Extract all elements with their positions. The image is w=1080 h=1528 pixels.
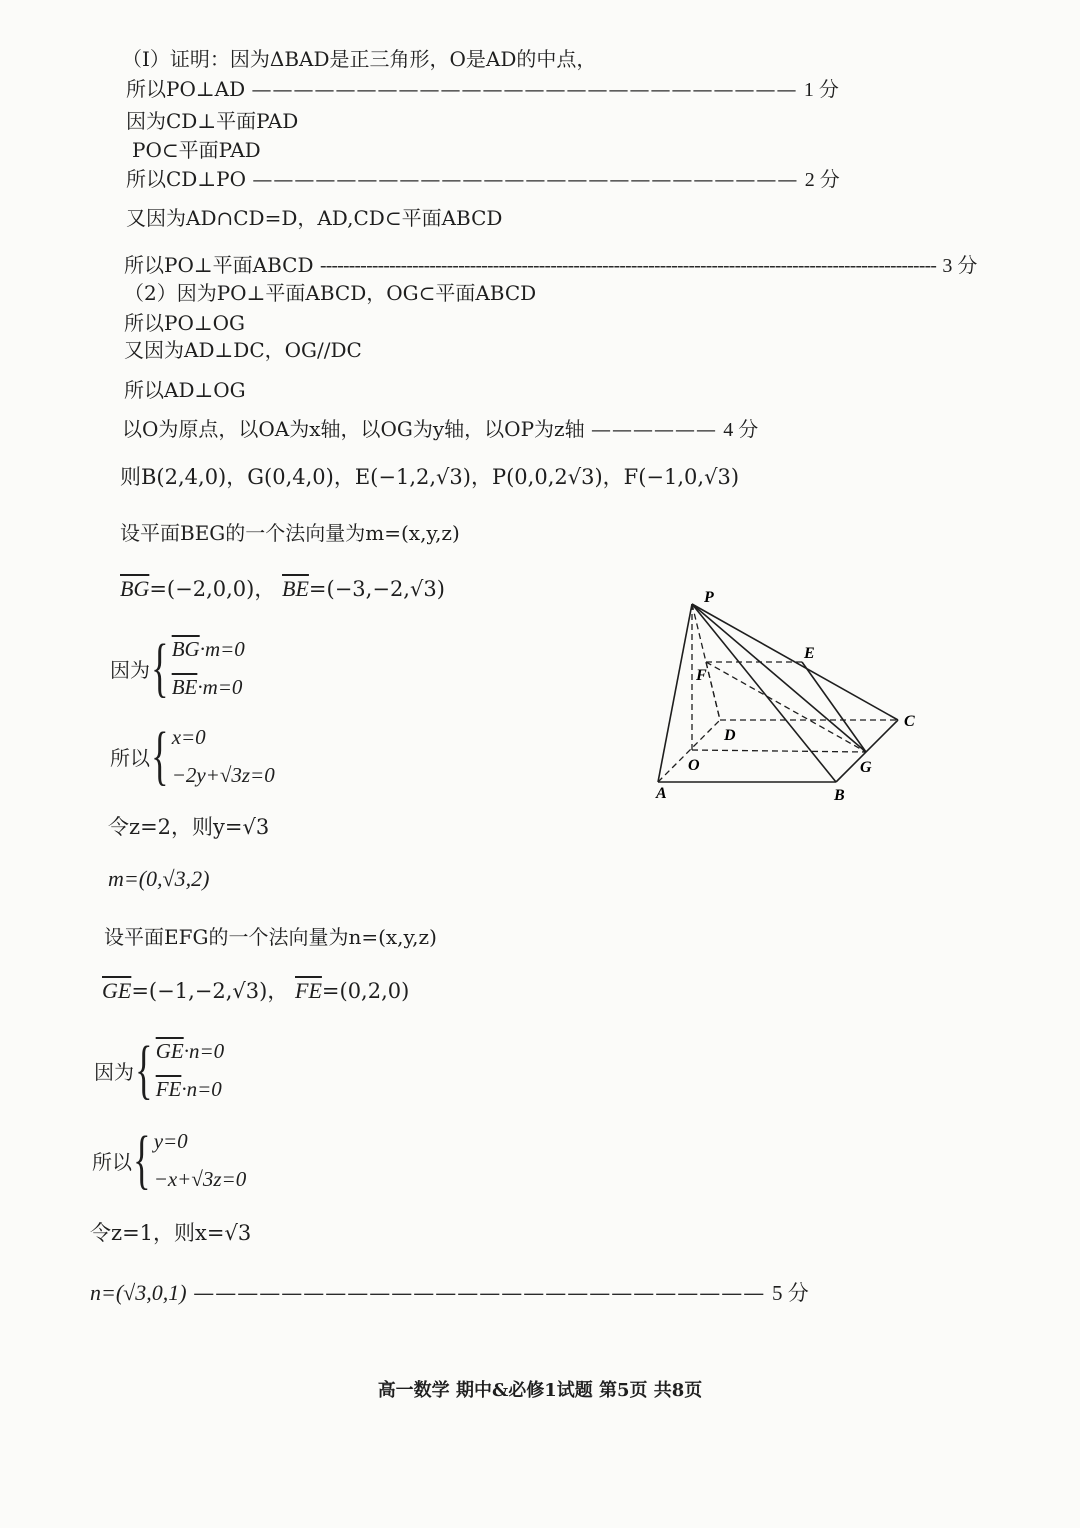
equation: −2y+√3z=0: [171, 763, 275, 787]
dash-leader: -----------------------------------------------------------------------------------------------------------: [319, 253, 936, 277]
step-5: 又因为AD∩CD=D，AD,CD⊂平面ABCD: [126, 206, 503, 230]
normal-m-setup: 设平面BEG的一个法向量为m=(x,y,z): [120, 521, 460, 545]
vector-bg-value: =(−2,0,0)，: [149, 577, 276, 601]
coordinate-setup: [122, 416, 758, 443]
system-label: 所以: [92, 1149, 132, 1174]
normal-n-value: n=(√3,0,1): [90, 1280, 187, 1305]
dash-leader: ——————: [590, 417, 717, 441]
coordinate-setup-text: 以O为原点，以OA为x轴，以OG为y轴，以OP为z轴: [122, 417, 585, 441]
step-2: 因为CD⊥平面PAD: [126, 109, 299, 133]
vector-be-value: =(−3,−2,√3): [308, 577, 445, 601]
vector-bg: $\overline{BG}$: [120, 576, 150, 601]
normal-m-result: m=(0,√3,2): [108, 866, 210, 891]
equation-system-2: [110, 718, 275, 794]
step-6: [124, 252, 977, 279]
equation-system-1: [110, 630, 245, 706]
equation-system-3: [94, 1032, 224, 1108]
edge-pa: [658, 604, 692, 782]
edge-fd: [706, 662, 720, 720]
equation: x=0: [171, 725, 206, 749]
label-a: A: [656, 785, 667, 802]
step-6-text: 所以PO⊥平面ABCD: [124, 253, 314, 277]
edge-og: [692, 750, 866, 752]
page-footer: 高一数学 期中&必修1试题 第5页 共8页: [377, 1380, 703, 1401]
brace: {: [135, 1033, 153, 1106]
score-4: 4 分: [723, 419, 759, 441]
part2-intro: （2）因为PO⊥平面ABCD，OG⊂平面ABCD: [124, 281, 537, 305]
vector-ge-value: =(−1,−2,√3)，: [131, 979, 289, 1003]
step-3: PO⊂平面PAD: [132, 138, 261, 162]
vectors-bg-be: [120, 576, 445, 602]
part2-step-3: 所以AD⊥OG: [124, 378, 246, 402]
equation: −x+√3z=0: [153, 1167, 247, 1191]
vector-fe-value: =(0,2,0): [321, 979, 410, 1003]
step-4: [126, 166, 840, 193]
edge-pe-g: [692, 604, 866, 752]
normal-n-result: [90, 1280, 809, 1306]
step-1-text: 所以PO⊥AD: [126, 77, 246, 101]
vector-ge: $\overline{GE}$: [155, 1039, 184, 1063]
label-c: C: [904, 713, 915, 730]
equation: ·n=0: [181, 1077, 222, 1101]
part2-step-1: 所以PO⊥OG: [124, 311, 246, 335]
step-1: [126, 76, 839, 103]
score-1: 1 分: [803, 79, 839, 101]
score-3: 3 分: [942, 255, 978, 277]
brace: {: [151, 631, 169, 704]
system-label: 因为: [94, 1059, 134, 1084]
label-p: P: [704, 590, 714, 606]
equation: ·m=0: [199, 637, 245, 661]
system-label: 因为: [110, 657, 150, 682]
pyramid-figure: [640, 590, 920, 810]
solve-n: 令z=1，则x=√3: [90, 1221, 252, 1245]
normal-n-setup: 设平面EFG的一个法向量为n=(x,y,z): [104, 925, 437, 949]
dash-leader: ——————————————————————————: [193, 1281, 766, 1305]
system-label: 所以: [110, 745, 150, 770]
dash-leader: ——————————————————————————: [252, 167, 799, 191]
equation: ·m=0: [197, 675, 243, 699]
vector-ge: $\overline{GE}$: [102, 978, 132, 1003]
vector-fe: $\overline{FE}$: [295, 978, 322, 1003]
step-4-text: 所以CD⊥PO: [126, 167, 246, 191]
brace: {: [133, 1123, 151, 1196]
equation: y=0: [153, 1129, 188, 1153]
vector-bg: $\overline{BG}$: [171, 637, 200, 661]
label-e: E: [804, 645, 815, 662]
label-o: O: [688, 757, 700, 774]
vector-fe: $\overline{FE}$: [155, 1077, 182, 1101]
proof-intro: （Ⅰ）证明：因为ΔBAD是正三角形，O是AD的中点，: [122, 47, 597, 71]
brace: {: [151, 719, 169, 792]
score-2: 2 分: [804, 169, 840, 191]
equation: ·n=0: [183, 1039, 225, 1063]
edge-eg: [802, 662, 866, 752]
label-g: G: [860, 759, 872, 776]
vector-be: $\overline{BE}$: [282, 576, 309, 601]
score-5: 5 分: [771, 1281, 809, 1305]
dash-leader: ——————————————————————————: [251, 77, 798, 101]
label-d: D: [724, 727, 736, 744]
vector-be: $\overline{BE}$: [171, 675, 198, 699]
solve-m: 令z=2，则y=√3: [108, 815, 270, 839]
label-b: B: [834, 787, 845, 804]
edge-pc: [692, 604, 898, 720]
equation-system-4: [92, 1122, 246, 1198]
part2-step-2: 又因为AD⊥DC，OG//DC: [124, 338, 362, 362]
point-coordinates: 则B(2,4,0)，G(0,4,0)，E(−1,2,√3)，P(0,0,2√3)，F(−1,0,√3): [120, 465, 740, 489]
vectors-ge-fe: [102, 978, 409, 1004]
label-f: F: [696, 667, 707, 684]
